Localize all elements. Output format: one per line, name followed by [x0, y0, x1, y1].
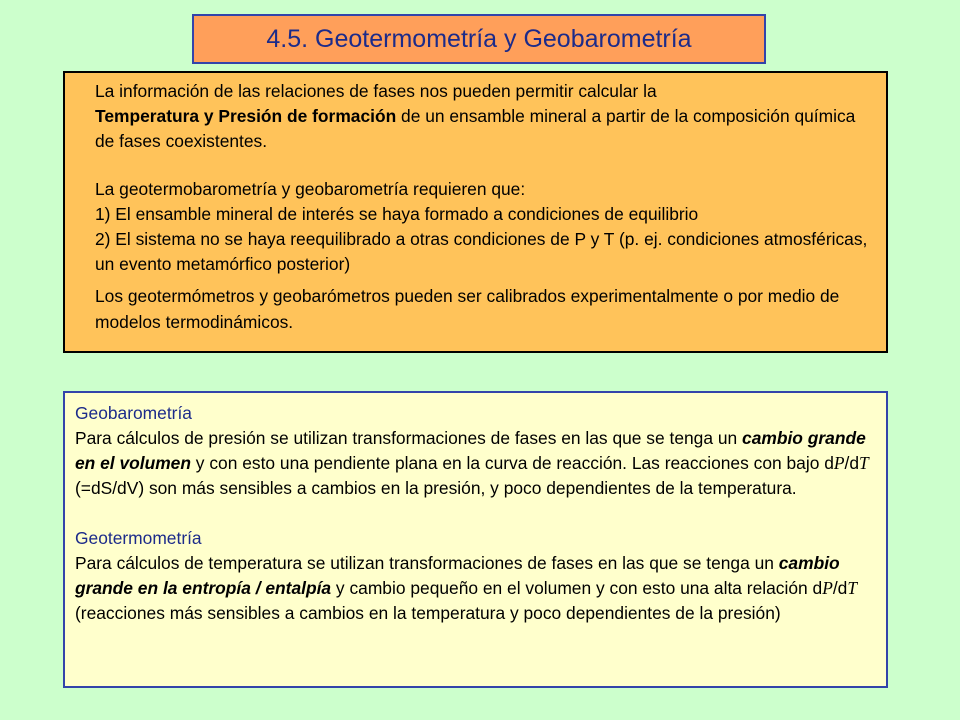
geothermometry-text-2: y cambio pequeño en el volumen y con esto una alta relación d [331, 578, 823, 598]
intro-text-2: de un ensamble mineral a partir de la composición química de fases coexistentes. [95, 106, 856, 152]
geobarometry-emphasis: cambio grande en el volumen [75, 428, 866, 473]
geothermometry-text-3: (reacciones más sensibles a cambios en la temperatura y poco dependientes de la presión) [75, 603, 781, 623]
geothermometry-text-1: Para cálculos de temperatura se utilizan transformaciones de fases en las que se tenga un [75, 553, 779, 573]
intro-bold-phrase: Temperatura y Presión de formación [95, 106, 397, 127]
geobarometry-heading: Geobarometría [75, 403, 192, 423]
geobarometry-math-t: T [859, 453, 869, 473]
geobarometry-text-2: y con esto una pendiente plana en la curva de reacción. Las reacciones con bajo d [190, 453, 834, 473]
intro-text-1: La información de las relaciones de fases nos pueden permitir calcular la [95, 81, 657, 101]
requirements-intro: La geotermobarometría y geobarometría requieren que: [95, 178, 526, 199]
geothermometry-slash: /d [832, 578, 848, 598]
requirement-1: 1) El ensamble mineral de interés se haya formado a condiciones de equilibrio [95, 203, 699, 224]
geothermometry-text [75, 551, 876, 626]
requirement-2: 2) El sistema no se haya reequilibrado a otras condiciones de P y T (p. ej. condiciones atmosféricas, un evento metamórfico posterior) [95, 229, 868, 275]
geobarometry-text-1: Para cálculos de presión se utilizan transformaciones de fases en las que se tenga un [75, 428, 743, 448]
intro-paragraph [95, 79, 872, 155]
geobarometry-text [75, 426, 876, 501]
calibration-note: Los geotermómetros y geobarómetros pueden ser calibrados experimentalmente o por medio de modelos termodinámicos. [95, 286, 840, 332]
geothermometry-heading: Geotermometría [75, 528, 202, 548]
page-title: 4.5. Geotermometría y Geobarometría [266, 24, 692, 53]
geothermometry-math-t: T [847, 578, 858, 598]
geobarometry-slash: /d [844, 453, 860, 473]
title-box [192, 14, 766, 64]
intro-box [63, 71, 888, 353]
geobarometry-text-3: (=dS/dV) son más sensibles a cambios en la presión, y poco dependientes de la temperatura. [75, 478, 797, 498]
geothermometry-math-p: P [822, 578, 833, 598]
detail-box [63, 391, 888, 688]
geothermometry-emphasis: cambio grande en la entropía / entalpía [75, 553, 840, 598]
geobarometry-math-p: P [833, 453, 845, 473]
